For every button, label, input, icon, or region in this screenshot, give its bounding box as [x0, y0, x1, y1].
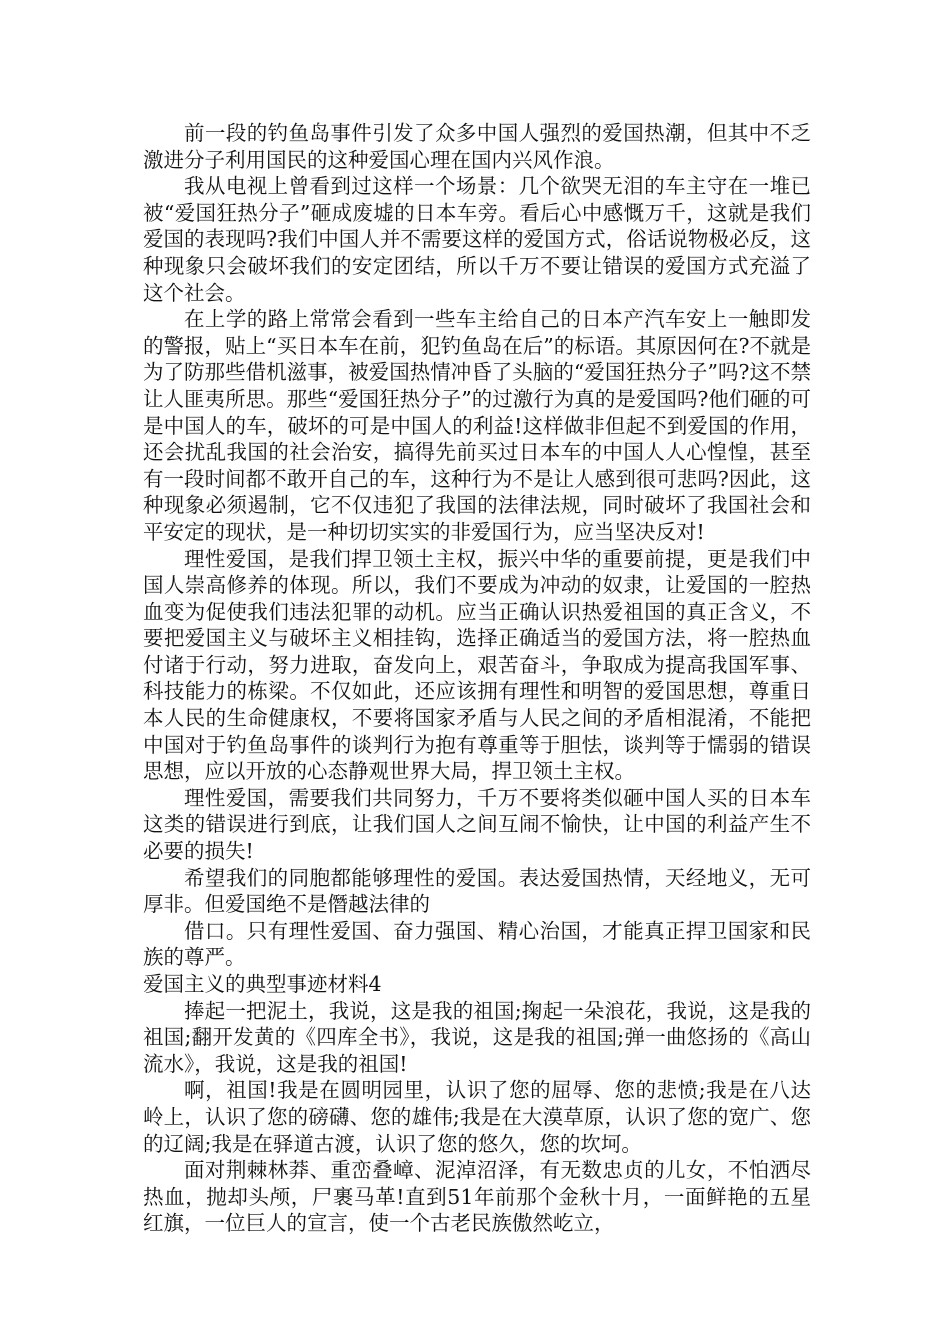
paragraph-excuse: 借口。只有理性爱国、奋力强国、精心治国，才能真正捍卫国家和民族的尊严。 — [143, 918, 811, 970]
paragraph-diaoyu-intro: 前一段的钓鱼岛事件引发了众多中国人强烈的爱国热潮，但其中不乏激进分子利用国民的这种爱国心理在国内兴风作浪。 — [143, 121, 811, 172]
paragraph-facing-thorns: 面对荆棘林莽、重峦叠嶂、泥淖沼泽，有无数忠贞的儿女，不怕洒尽热血，抛却头颅，尸裹马革!直到51年前那个金秋十月，一面鲜艳的五星红旗，一位巨人的宣言，使一个古老民族傲然屹立， — [143, 1158, 811, 1236]
paragraph-rational-patriotism: 理性爱国，是我们捍卫领土主权，振兴中华的重要前提，更是我们中国人崇高修养的体现。所以，我们不要成为冲动的奴隶，让爱国的一腔热血变为促使我们违法犯罪的动机。应当正确认识热爱祖国的真正含义，不要把爱国主义与破坏主义相挂钩，选择正确适当的爱国方法，将一腔热血付诸于行动，努力进取，奋发向上，艰苦奋斗，争取成为提高我国军事、科技能力的栋梁。不仅如此，还应该拥有理性和明智的爱国思想，尊重日本人民的生命健康权，不要将国家矛盾与人民之间的矛盾相混淆，不能把中国对于钓鱼岛事件的谈判行为抱有尊重等于胆怯，谈判等于懦弱的错误思想，应以开放的心态静观世界大局，捍卫领土主权。 — [143, 546, 811, 784]
paragraph-this-is-my-motherland: 捧起一把泥土，我说，这是我的祖国;掬起一朵浪花，我说，这是我的祖国;翻开发黄的《四库全书》，我说，这是我的祖国;弹一曲悠扬的《高山流水》，我说，这是我的祖国! — [143, 998, 811, 1076]
document-body — [143, 120, 811, 1237]
section-heading: 爱国主义的典型事迹材料4 — [143, 972, 382, 996]
paragraph-commute-warning: 在上学的路上常常会看到一些车主给自己的日本产汽车安上一触即发的警报，贴上“买日本车在前，犯钓鱼岛在后”的标语。其原因何在?不就是为了防那些借机滋事，被爱国热情冲昏了头脑的“爱国狂热分子”吗?这不禁让人匪夷所思。那些“爱国狂热分子”的过激行为真的是爱国吗?他们砸的可是中国人的车，破坏的可是中国人的利益!这样做非但起不到爱国的作用，还会扰乱我国的社会治安，搞得先前买过日本车的中国人人心惶惶，甚至有一段时间都不敢开自己的车，这种行为不是让人感到很可悲吗?因此，这种现象必须遏制，它不仅违犯了我国的法律法规，同时破坏了我国社会和平安定的现状，是一种切切实实的非爱国行为，应当坚决反对! — [143, 307, 811, 544]
paragraph-oh-motherland: 啊，祖国!我是在圆明园里，认识了您的屈辱、您的悲愤;我是在八达岭上，认识了您的磅礴、您的雄伟;我是在大漠草原，认识了您的宽广、您的辽阔;我是在驿道古渡，认识了您的悠久，您的坎坷。 — [143, 1078, 811, 1156]
paragraph-joint-effort: 理性爱国，需要我们共同努力，千万不要将类似砸中国人买的日本车这类的错误进行到底，让我们国人之间互闹不愉快，让中国的利益产生不必要的损失! — [143, 785, 811, 864]
paragraph-tv-scene: 我从电视上曾看到过这样一个场景：几个欲哭无泪的车主守在一堆已被“爱国狂热分子”砸成废墟的日本车旁。看后心中感慨万千，这就是我们爱国的表现吗?我们中国人并不需要这样的爱国方式，俗话说物极必反，这种现象只会破坏我们的安定团结，所以千万不要让错误的爱国方式充溢了这个社会。 — [143, 174, 811, 305]
paragraph-hope: 希望我们的同胞都能够理性的爱国。表达爱国热情，天经地义，无可厚非。但爱国绝不是僭越法律的 — [143, 865, 811, 917]
